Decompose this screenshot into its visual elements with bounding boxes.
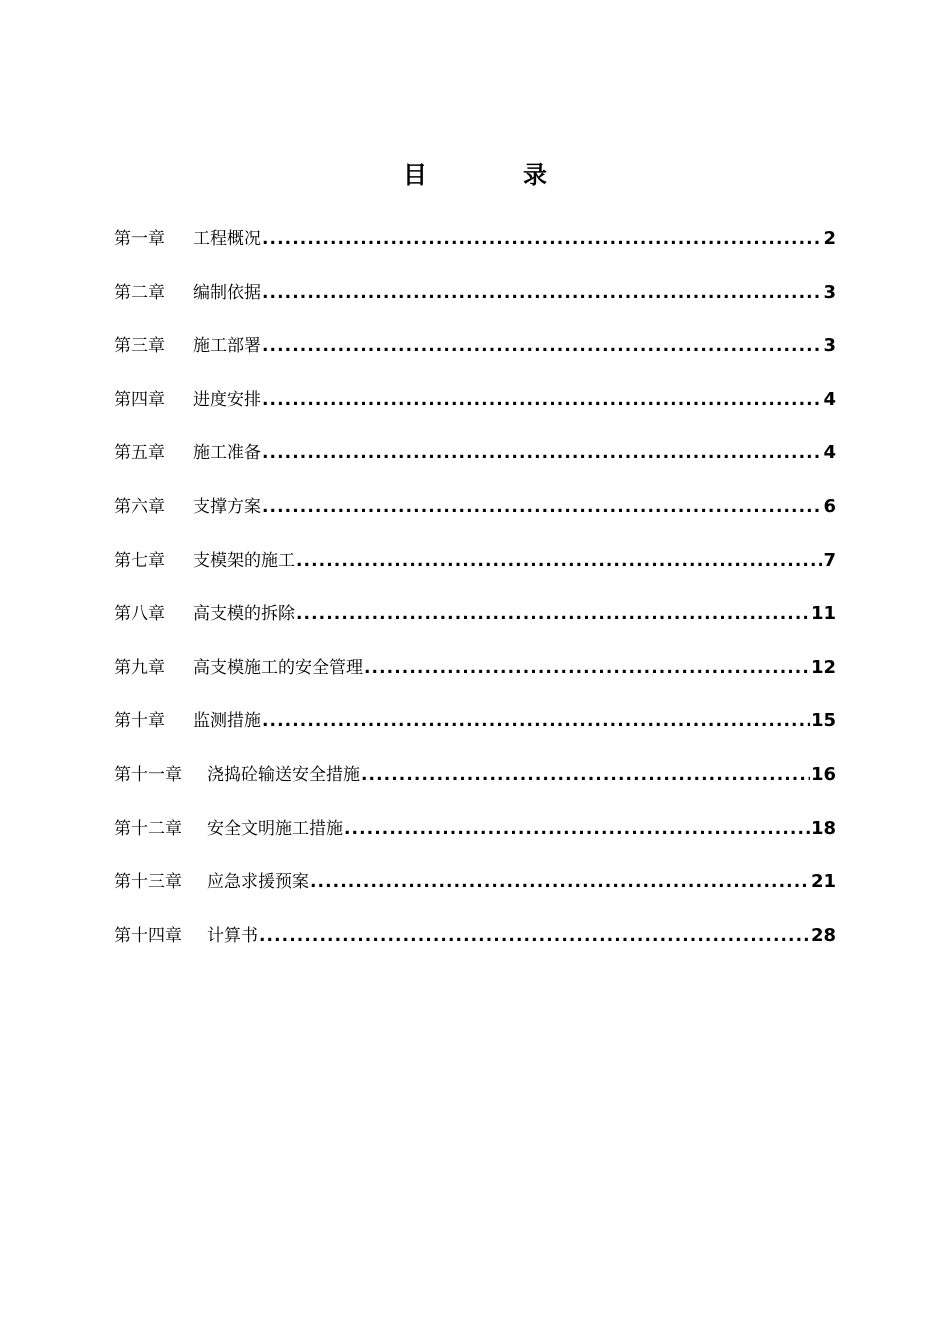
toc-dot-leader (296, 599, 810, 629)
toc-entry[interactable] (114, 224, 836, 278)
toc-page-number: 2 (823, 228, 836, 249)
toc-chapter-number: 第十三章 (114, 872, 182, 893)
toc-entry[interactable] (114, 706, 836, 760)
toc-chapter-number: 第九章 (114, 657, 165, 678)
toc-dot-leader (364, 653, 810, 683)
toc-chapter-heading: 监测措施 (193, 711, 261, 732)
toc-dot-leader (344, 814, 810, 844)
toc-chapter-number: 第十四章 (114, 925, 182, 946)
toc-chapter-heading: 支撑方案 (193, 496, 261, 517)
toc-entry[interactable] (114, 653, 836, 707)
toc-entry[interactable] (114, 438, 836, 492)
toc-entry[interactable] (114, 760, 836, 814)
toc-chapter-number: 第八章 (114, 604, 165, 625)
toc-page-number: 6 (823, 495, 836, 517)
toc-entry[interactable] (114, 278, 836, 332)
toc-page-number: 11 (810, 603, 836, 625)
toc-dot-leader (310, 867, 810, 897)
toc-page-number: 12 (810, 656, 836, 678)
toc-entry[interactable] (114, 546, 836, 600)
toc-page-number: 21 (810, 871, 836, 893)
toc-chapter-number: 第十一章 (114, 764, 182, 785)
toc-chapter-heading: 应急求援预案 (207, 872, 309, 893)
toc-entry[interactable] (114, 921, 836, 975)
toc-page-number: 4 (823, 388, 836, 410)
toc-dot-leader (361, 760, 810, 790)
toc-chapter-heading: 编制依据 (193, 282, 261, 303)
toc-entry[interactable] (114, 492, 836, 546)
toc-dot-leader (262, 706, 810, 736)
toc-dot-leader (262, 331, 822, 361)
toc-chapter-number: 第三章 (114, 336, 165, 357)
toc-chapter-heading: 进度安排 (193, 389, 261, 410)
toc-chapter-heading: 工程概况 (193, 229, 261, 249)
toc-page-number: 3 (823, 335, 836, 357)
toc-entry[interactable] (114, 385, 836, 439)
toc-chapter-number: 第七章 (114, 550, 165, 571)
toc-chapter-heading: 支模架的施工 (193, 550, 295, 571)
toc-chapter-heading: 浇捣砼输送安全措施 (207, 764, 360, 785)
toc-page-number: 28 (810, 924, 836, 946)
toc-chapter-number: 第五章 (114, 443, 165, 464)
toc-chapter-number: 第二章 (114, 282, 165, 303)
toc-title: 目 录 (403, 161, 583, 189)
toc-dot-leader (262, 492, 822, 522)
toc-chapter-heading: 计算书 (207, 925, 258, 946)
toc-chapter-heading: 高支模的拆除 (193, 604, 295, 625)
toc-entry[interactable] (114, 867, 836, 921)
toc-dot-leader (262, 278, 822, 308)
toc-chapter-heading: 安全文明施工措施 (207, 818, 343, 839)
toc-chapter-number: 第六章 (114, 496, 165, 517)
toc-chapter-number: 第十二章 (114, 818, 182, 839)
toc-list (114, 224, 836, 974)
toc-page-number: 7 (823, 549, 836, 571)
toc-entry[interactable] (114, 331, 836, 385)
toc-chapter-heading: 高支模施工的安全管理 (193, 657, 363, 678)
toc-chapter-number: 第一章 (114, 229, 165, 249)
toc-page-number: 15 (810, 710, 836, 732)
toc-chapter-number: 第十章 (114, 711, 165, 732)
toc-dot-leader (262, 385, 822, 415)
toc-dot-leader (296, 546, 822, 576)
toc-chapter-heading: 施工部署 (193, 336, 261, 357)
toc-chapter-number: 第四章 (114, 389, 165, 410)
toc-entry[interactable] (114, 814, 836, 868)
toc-page-number: 3 (823, 281, 836, 303)
toc-page-number: 16 (810, 763, 836, 785)
toc-dot-leader (262, 224, 822, 254)
toc-page-number: 18 (810, 817, 836, 839)
toc-dot-leader (262, 438, 822, 468)
toc-page-number: 4 (823, 442, 836, 464)
toc-chapter-heading: 施工准备 (193, 443, 261, 464)
toc-dot-leader (259, 921, 810, 951)
toc-entry[interactable] (114, 599, 836, 653)
